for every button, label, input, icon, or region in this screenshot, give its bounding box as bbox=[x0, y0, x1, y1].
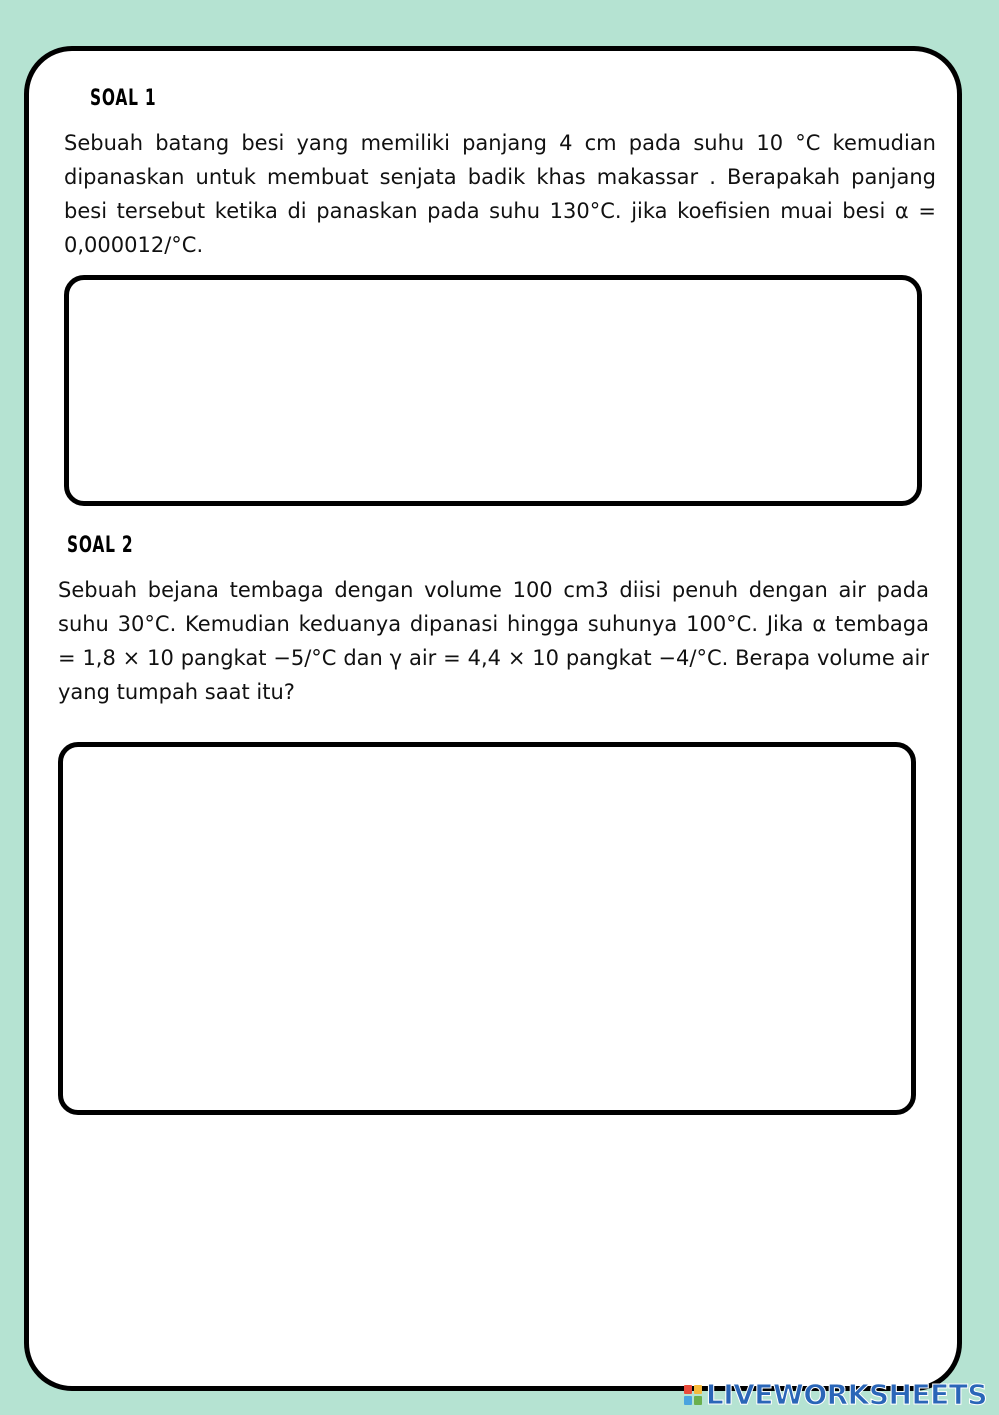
liveworksheets-watermark bbox=[684, 1378, 987, 1411]
soal-1-title: SOAL 1 bbox=[90, 86, 157, 111]
soal-2-title: SOAL 2 bbox=[67, 533, 134, 558]
liveworksheets-logo-icon bbox=[684, 1385, 702, 1405]
soal-2-answer-box[interactable] bbox=[58, 742, 916, 1115]
soal-1-question: Sebuah batang besi yang memiliki panjang 4 cm pada suhu 10 °C kemudian dipanaskan untuk membuat senjata badik khas makassar . Berapakah panjang besi tersebut ketika di panaskan pada suhu 130°C. jika koefisien muai besi α = 0,000012/°C. bbox=[64, 131, 936, 257]
soal-2-question: Sebuah bejana tembaga dengan volume 100 cm3 diisi penuh dengan air pada suhu 30°C. Kemudian keduanya dipanasi hingga suhunya 100°C. Jika α tembaga = 1,8 × 10 pangkat −5/°C dan γ air = 4,4 × 10 pangkat −4/°C. Berapa volume air yang tumpah saat itu? bbox=[58, 578, 929, 704]
watermark-text: LIVEWORKSHEETS bbox=[705, 1378, 987, 1411]
logo-square-yellow bbox=[694, 1385, 702, 1394]
soal-1-answer-box[interactable] bbox=[64, 275, 922, 506]
logo-square-blue bbox=[684, 1396, 692, 1405]
logo-square-red bbox=[684, 1385, 692, 1394]
logo-square-green bbox=[694, 1396, 702, 1405]
